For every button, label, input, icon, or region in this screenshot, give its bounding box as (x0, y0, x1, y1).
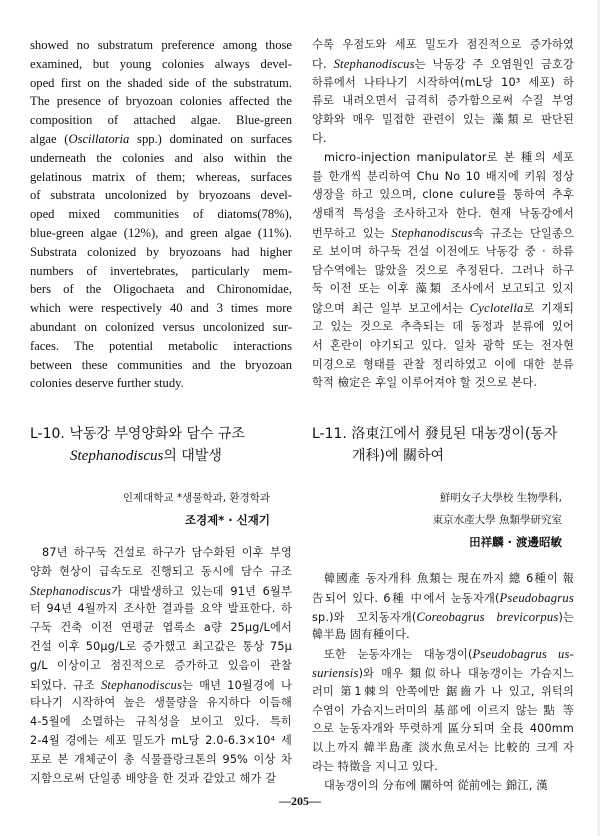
text-segment: 둑 이전 또는 이후 藻類 조사에서 보고되고 있지 (312, 282, 574, 296)
text-segment: 수염이 가슴지느러미의 基部에 이르지 않는 點 等 (312, 703, 574, 717)
right-article-body (312, 570, 574, 796)
text-segment: examined, but young colonies always devel- (30, 56, 292, 71)
text-line (30, 676, 292, 695)
text-line (30, 694, 292, 713)
text-line (30, 299, 292, 318)
text-segment: 를 한개씩 분리하여 Chu No 10 배지에 키워 정상 (312, 169, 574, 183)
text-segment: 또한 눈동자개는 대농갱이( (324, 648, 473, 662)
italic-term: Pseudobagrus (499, 590, 574, 605)
text-line (30, 638, 292, 657)
text-line (30, 262, 292, 281)
text-segment: 하류에서 나타나기 시작하여(mL당 10³ 세포) 하 (312, 75, 574, 89)
article-title-l10 (30, 423, 245, 467)
text-line (312, 149, 574, 168)
authors: 田祥麟 · 渡邊昭敏 (469, 535, 562, 549)
text-segment: 고 있는 것으로 추측되는 데 동정과 분류에 있어 (312, 319, 574, 333)
text-segment: 라는 特徵을 지니고 있다. (312, 759, 438, 773)
title-line-1: L-11. 洛東江에서 發見된 대농갱이(동자 (312, 426, 558, 442)
text-line (312, 92, 574, 111)
text-segment: bers of the Oligochaeta and Chironomidae, (30, 282, 292, 297)
affiliation-block-l11 (312, 487, 562, 553)
text-line (312, 337, 574, 356)
text-line (30, 205, 292, 224)
text-segment: 으로 눈동자개와 뚜렷하게 區分되며 全長 400mm (312, 722, 574, 736)
text-line (30, 563, 292, 582)
italic-term: Oscillatoria (68, 131, 130, 146)
text-segment: 로 기재되 (523, 302, 574, 316)
text-line (312, 702, 574, 721)
page-number: —205— (279, 794, 321, 808)
text-segment: numbers of invertebrates, particularly mem- (30, 263, 292, 278)
text-segment: underneath the colonies and also within the (30, 150, 292, 165)
text-segment: 류로 내려오면서 급격히 증가함으로써 수질 부영 (312, 94, 574, 108)
text-line (312, 374, 574, 393)
text-segment: of substrata uncolonized by bryozoans devel- (30, 188, 292, 203)
title-genus: Stephanodiscus (70, 448, 164, 464)
text-line (30, 74, 292, 93)
italic-term: Stephanodiscus (100, 677, 183, 692)
text-line (30, 186, 292, 205)
text-line (312, 280, 574, 299)
text-line (30, 111, 292, 130)
text-segment: 러미 第1棘의 안쪽에만 鋸齒가 나 있고, 위턱의 (312, 684, 574, 698)
text-segment: composition of attached algae. Blue-green (30, 113, 292, 128)
text-segment: Substrata colonized by bryozoans had higher (30, 244, 292, 259)
text-segment: 속 규조는 단일종으 (472, 226, 574, 240)
text-line (312, 130, 574, 149)
text-line (30, 356, 292, 375)
text-segment: 되었다. 규조 (30, 678, 101, 692)
title-line-2 (30, 445, 245, 467)
text-segment: sp.)와 꼬치동자개( (312, 610, 417, 624)
text-line (312, 262, 574, 281)
text-line (30, 657, 292, 676)
text-segment: 는 낙동강 주 오염원인 금호강 (414, 57, 574, 71)
text-segment: 수록 우점도와 세포 밀도가 점진적으로 증가하였 (312, 38, 574, 51)
text-segment: )와 매우 類似하나 대농갱이는 가슴지느 (358, 666, 574, 680)
text-line (30, 713, 292, 732)
text-segment: 로 보이며 하구둑 건설 이전에도 낙동강 중 · 하류 (312, 244, 574, 258)
text-segment: The presence of bryozoan colonies affected the (30, 94, 292, 109)
text-segment: 서 혼란이 야기되고 있다. 일차 광학 또는 전자현 (312, 338, 574, 352)
text-line (30, 55, 292, 74)
text-line (30, 374, 292, 393)
text-segment: gelatinous matrix of them; whereas, surfaces (30, 169, 292, 184)
text-line (312, 224, 574, 243)
italic-term: Coreobagrus brevicorpus (416, 609, 559, 624)
text-segment: 2-4월 경에는 세포 밀도가 mL당 2.0-6.3×10⁴ 세 (30, 733, 292, 747)
authors: 조경제* · 신재기 (184, 513, 270, 527)
text-line (312, 608, 574, 627)
text-line (30, 36, 292, 55)
text-line (30, 619, 292, 638)
text-segment: spp.) dominated on surfaces (129, 131, 292, 146)
text-line (312, 205, 574, 224)
title-rest: 의 대발생 (163, 448, 222, 464)
right-body-continuation (312, 36, 574, 393)
text-segment: 韓國產 동자개科 魚類는 現在까지 總 6種이 報 (324, 572, 574, 585)
text-line (312, 777, 574, 796)
title-line-2: 개科)에 關하여 (352, 448, 445, 464)
affiliation: 인제대학교 *생물학과, 환경학과 (122, 492, 270, 504)
text-segment: which were respectively 40 and 3 times more (30, 301, 292, 316)
text-line (30, 751, 292, 770)
text-segment: 4-5월에 소멸하는 규칙성을 보이고 있다. 특히 (30, 715, 292, 729)
text-segment: oped mixed communities of diatoms(78%), (30, 207, 292, 222)
text-segment: 미경으로 형태를 관찰 정리하였고 이에 대한 분류 (312, 357, 574, 371)
article-title-l11 (312, 423, 557, 467)
text-segment: 다. (312, 131, 327, 145)
text-line (312, 186, 574, 205)
text-line (312, 570, 574, 589)
text-segment: 터 94년 4월까지 조사한 결과를 요약 발표한다. 하 (30, 602, 292, 616)
text-line (312, 664, 574, 683)
text-line (312, 758, 574, 777)
left-abstract-continuation (30, 36, 292, 393)
left-article-body (30, 544, 292, 788)
text-line (312, 356, 574, 375)
text-line (30, 600, 292, 619)
text-segment: 않으며 최근 일부 보고에서는 (312, 302, 470, 316)
text-segment: micro-injection manipulator로 본 種의 세포 (324, 150, 574, 164)
italic-term: Cyclotella (469, 301, 524, 316)
text-segment: abundant on colonized versus uncolonized sur- (30, 319, 292, 334)
text-line (30, 92, 292, 111)
text-segment: 담수역에는 많았을 것으로 추정된다. 그러나 하구 (312, 263, 574, 277)
text-line (312, 74, 574, 93)
italic-term: suriensis (312, 665, 359, 680)
text-segment: 생태적 특성을 조사하고자 한다. 현재 낙동강에서 (312, 207, 574, 221)
text-segment: colonies deserve further study. (30, 376, 184, 391)
text-line (30, 168, 292, 187)
italic-term: Stephanodiscus (333, 56, 415, 71)
italic-term: Pseudobagrus us- (472, 647, 574, 662)
text-segment: 대농갱이의 分布에 關하여 從前에는 錦江, 漢 (324, 778, 548, 792)
text-segment: 타나기 시작하여 높은 생물량을 유지하다 이듬해 (30, 696, 292, 710)
text-line (312, 168, 574, 187)
text-segment: 생장을 하고 있으며, clone culure를 통하여 추후 (312, 188, 574, 202)
text-segment: 번무하고 있는 (312, 226, 392, 240)
text-line (30, 732, 292, 751)
text-line (312, 739, 574, 758)
text-segment: 87년 하구둑 건설로 하구가 담수화된 이후 부영 (42, 546, 292, 559)
text-line (30, 224, 292, 243)
text-line (30, 149, 292, 168)
text-line (312, 243, 574, 262)
affiliation-block-l10 (30, 487, 270, 531)
italic-term: Stephanodiscus (391, 225, 473, 240)
text-segment: oped first on the shaded side of the substratum. (30, 75, 292, 90)
text-line (312, 36, 574, 55)
text-line (312, 626, 574, 645)
text-segment: algae ( (30, 131, 69, 146)
text-segment: 以上까지 韓半島產 淡水魚로서는 比較的 크게 자 (312, 741, 574, 755)
text-line (30, 582, 292, 601)
text-segment: between these communities and the bryozoan (30, 357, 292, 372)
text-segment: 다. (312, 57, 334, 71)
title-line-1: L-10. 낙동강 부영양화와 담수 규조 (30, 426, 245, 442)
text-line (30, 337, 292, 356)
text-segment: g/L 이상이고 점진적으로 증가하고 있음이 관찰 (30, 658, 292, 672)
text-line (312, 299, 574, 318)
text-line (30, 280, 292, 299)
text-line (30, 243, 292, 262)
text-line (30, 770, 292, 789)
text-segment: 告되어 있다. 6種 中에서 눈동자개( (312, 591, 500, 605)
text-line (312, 645, 574, 664)
text-line (312, 111, 574, 130)
text-line (312, 55, 574, 74)
text-line (30, 544, 292, 563)
text-line (312, 589, 574, 608)
text-line (312, 720, 574, 739)
text-segment: 구둑 건축 이전 연평균 엽록소 a량 25μg/L에서 (30, 621, 292, 635)
affiliation-1: 鮮明女子大學校 生物學科, (439, 492, 562, 504)
text-line (30, 318, 292, 337)
text-line (30, 130, 292, 149)
text-segment: 양화와 매우 밀접한 관련이 있는 藻類로 판단된 (312, 113, 574, 127)
text-segment: 韓半島 固有種이다. (312, 628, 410, 642)
text-line (312, 318, 574, 337)
text-line (312, 683, 574, 702)
text-segment: 양화 현상이 급속도로 진행되고 동시에 담수 규조 (30, 564, 292, 578)
text-segment: 는 매년 10월경에 나 (182, 678, 292, 692)
text-segment: 건설 이후 50μg/L로 증가했고 최고값은 통상 75μ (30, 639, 292, 653)
text-segment: 포로 본 개체군이 총 식물플랑크톤의 95% 이상 차 (30, 752, 292, 766)
italic-term: Stephanodiscus (30, 583, 112, 598)
text-segment: )는 (558, 610, 575, 624)
text-segment: 학적 檢定은 후일 이루어져야 할 것으로 본다. (312, 376, 538, 390)
text-segment: 가 대발생하고 있는데 91년 6월부 (111, 584, 292, 598)
text-segment: faces. The potential metabolic interactions (30, 338, 292, 353)
text-segment: showed no substratum preference among those (30, 38, 292, 52)
text-segment: blue-green algae (12%), and green algae (11%). (30, 225, 292, 240)
affiliation-2: 東京水產大學 魚類學研究室 (432, 514, 562, 526)
text-segment: 지함으로써 단일종 배양을 한 것과 같았고 해가 갈 (30, 771, 277, 785)
